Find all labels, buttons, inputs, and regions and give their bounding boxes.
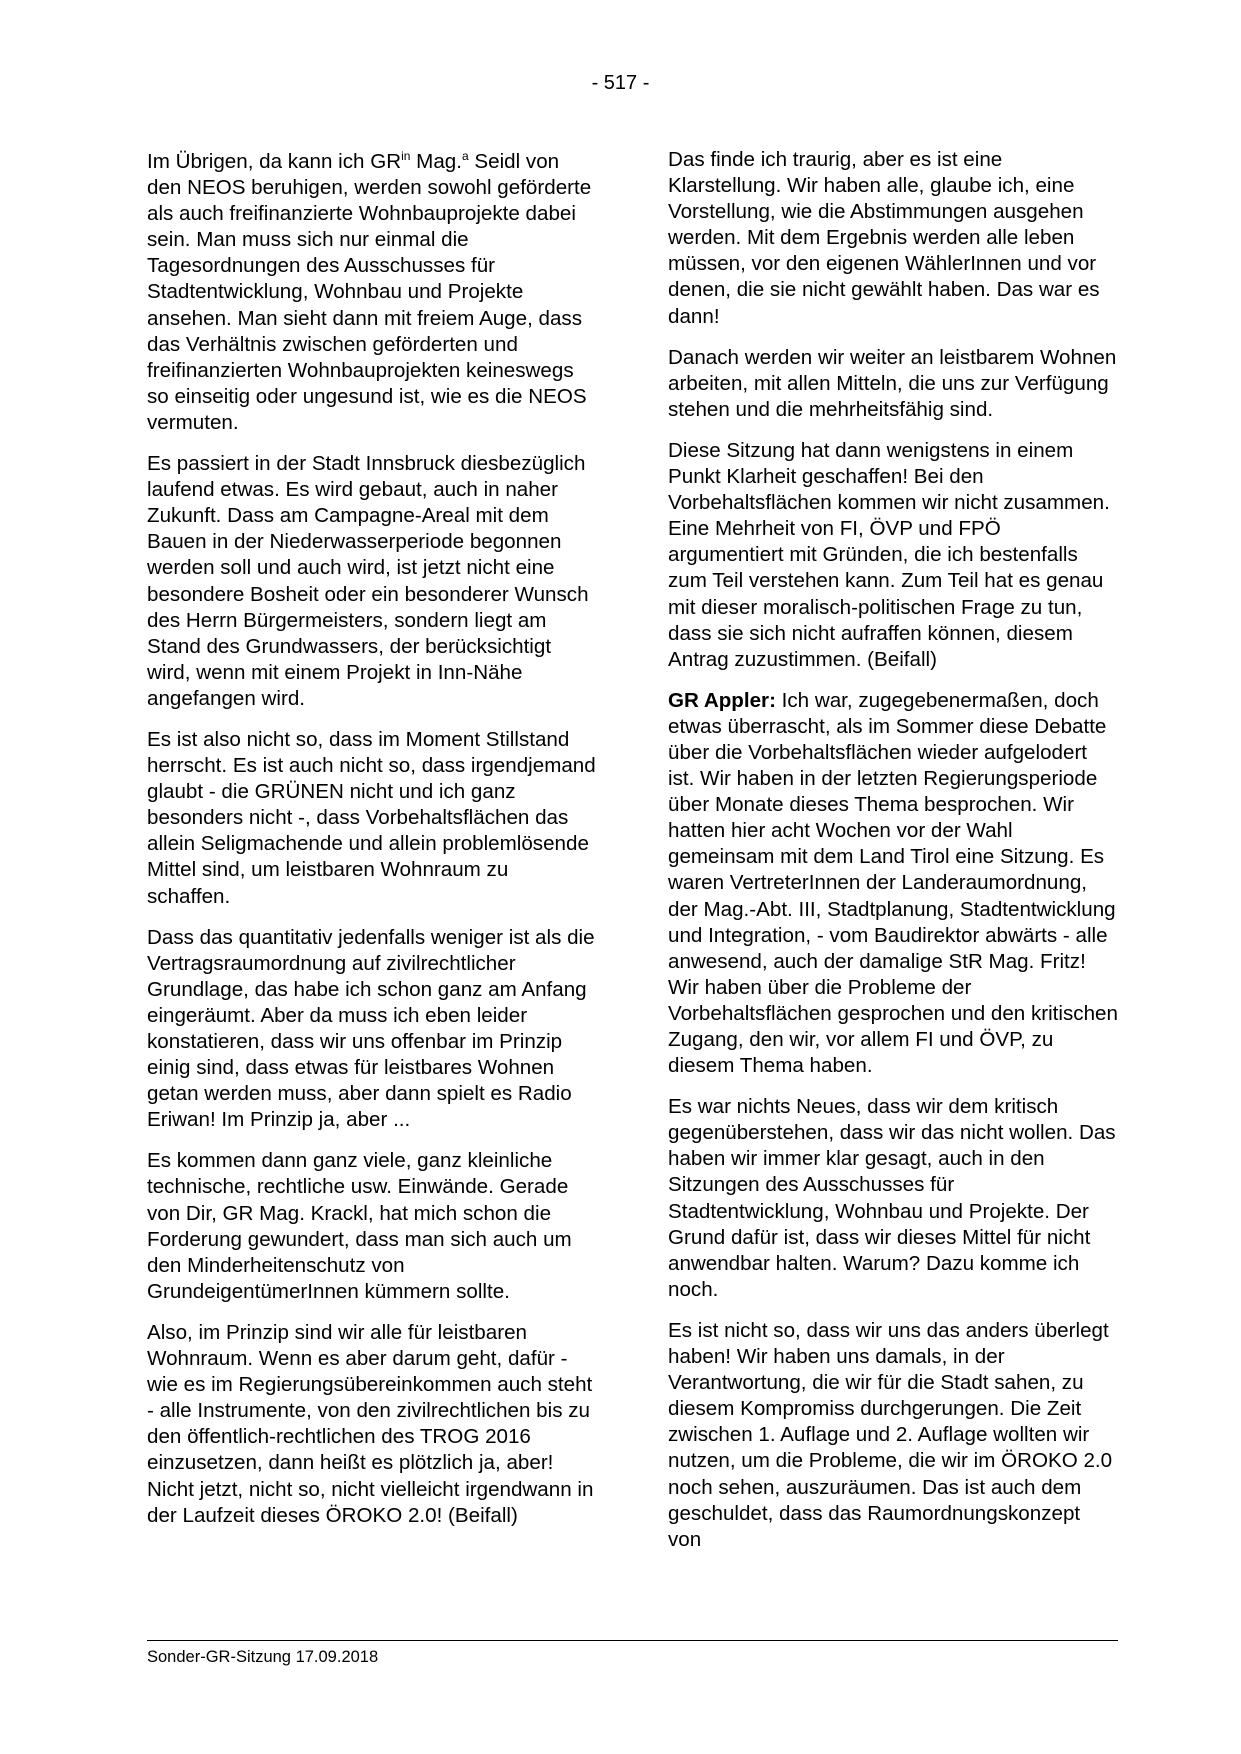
paragraph: Es war nichts Neues, dass wir dem kritisch gegenüberstehen, dass wir das nicht wollen. Das haben wir immer klar gesagt, auch in den Sitzungen des Ausschusses für Stadtentwicklung, Wohnbau und Projekte. Der Grund dafür ist, dass wir dieses Mittel für nicht anwendbar halten. Warum? Dazu komme ich noch. bbox=[668, 1095, 1116, 1301]
right-column bbox=[668, 147, 1118, 1568]
paragraph: Im Übrigen, da kann ich $GR^{in}$ Mag.$^a$ Seidl von den NEOS beruhigen, werden sowohl geförderte als auch freifinanzierte Wohnbauprojekte dabei sein. Man muss sich nur einmal die Tagesordnungen des Ausschusses für Stadtentwicklung, Wohnbau und Projekte ansehen. Man sieht dann mit freiem Auge, dass das Verhältnis zwischen geförderten und freifinanzierten Wohnbauprojekten keineswegs so einseitig oder ungesund ist, wie es die NEOS vermuten. bbox=[147, 149, 592, 434]
paragraph: Diese Sitzung hat dann wenigstens in einem Punkt Klarheit geschaffen! Bei den Vorbehaltsflächen kommen wir nicht zusammen. Eine Mehrheit von FI, ÖVP und FPÖ argumentiert mit Gründen, die ich bestenfalls zum Teil verstehen kann. Zum Teil hat es genau mit dieser moralisch-politischen Frage zu tun, dass sie sich nicht aufraffen können, diesem Antrag zuzustimmen. (Beifall) bbox=[668, 438, 1110, 671]
paragraph: Es passiert in der Stadt Innsbruck diesbezüglich laufend etwas. Es wird gebaut, auch in naher Zukunft. Dass am Campagne-Areal mit dem Bauen in der Niederwasserperiode begonnen werden soll und auch wird, ist jetzt nicht eine besondere Bosheit oder ein besonderer Wunsch des Herrn Bürgermeisters, sondern liegt am Stand des Grundwassers, der berücksichtigt wird, wenn mit einem Projekt in Inn-Nähe angefangen wird. bbox=[147, 452, 589, 710]
paragraph: Es ist also nicht so, dass im Moment Stillstand herrscht. Es ist auch nicht so, dass irgendjemand glaubt - die GRÜNEN nicht und ich ganz besonders nicht -, dass Vorbehaltsflächen das allein Seligmachende und allein problemlösende Mittel sind, um leistbaren Wohnraum zu schaffen. bbox=[147, 727, 596, 908]
paragraph: Danach werden wir weiter an leistbarem Wohnen arbeiten, mit allen Mitteln, die uns zur Verfügung stehen und die mehrheitsfähig sind. bbox=[668, 345, 1117, 421]
speaker-name: GR Appler: bbox=[668, 688, 776, 712]
paragraph: Das finde ich traurig, aber es ist eine Klarstellung. Wir haben alle, glaube ich, eine Vorstellung, wie die Abstimmungen ausgehen werden. Mit dem Ergebnis werden alle leben müssen, vor den eigenen WählerInnen und vor denen, die sie nicht gewählt haben. Das war es dann! bbox=[668, 148, 1100, 328]
footer-divider bbox=[147, 1640, 1118, 1641]
left-column bbox=[147, 149, 597, 1544]
page-number: - 517 - bbox=[591, 72, 650, 94]
paragraph: Dass das quantitativ jedenfalls weniger ist als die Vertragsraumordnung auf zivilrechtlicher Grundlage, das habe ich schon ganz am Anfang eingeräumt. Aber da muss ich eben leider konstatieren, dass wir uns offenbar im Prinzip einig sind, dass etwas für leistbares Wohnen getan werden muss, aber dann spielt es Radio Eriwan! Im Prinzip ja, aber ... bbox=[147, 925, 595, 1132]
paragraph: Es kommen dann ganz viele, ganz kleinliche technische, rechtliche usw. Einwände. Gerade von Dir, GR Mag. Krackl, hat mich schon die Forderung gewundert, dass man sich auch um den Minderheitenschutz von GrundeigentümerInnen kümmern sollte. bbox=[147, 1149, 572, 1303]
paragraph: Also, im Prinzip sind wir alle für leistbaren Wohnraum. Wenn es aber darum geht, dafür - wie es im Regierungsübereinkommen auch steht - alle Instrumente, von den zivilrechtlichen bis zu den öffentlich-rechtlichen des TROG 2016 einzusetzen, dann heißt es plötzlich ja, aber! Nicht jetzt, nicht so, nicht vielleicht irgendwann in der Laufzeit dieses ÖROKO 2.0! (Beifall) bbox=[147, 1320, 594, 1527]
paragraph: GR Appler: Ich war, zugegebenermaßen, doch etwas überrascht, als im Sommer diese Debatte über die Vorbehaltsflächen wieder aufgelodert ist. Wir haben in der letzten Regierungsperiode über Monate dieses Thema besprochen. Wir hatten hier acht Wochen vor der Wahl gemeinsam mit dem Land Tirol eine Sitzung. Es waren VertreterInnen der Landeraumordnung, der Mag.-Abt. III, Stadtplanung, Stadtentwicklung und Integration, - vom Baudirektor abwärts - alle anwesend, auch der damalige StR Mag. Fritz! Wir haben über die Probleme der Vorbehaltsflächen gesprochen und den kritischen Zugang, den wir, vor allem FI und ÖVP, zu diesem Thema haben. bbox=[668, 688, 1118, 1078]
paragraph: Es ist nicht so, dass wir uns das anders überlegt haben! Wir haben uns damals, in der Verantwortung, die wir für die Stadt sahen, zu diesem Kompromiss durchgerungen. Die Zeit zwischen 1. Auflage und 2. Auflage wollten wir nutzen, um die Probleme, die wir im ÖROKO 2.0 noch sehen, auszuräumen. Das ist auch dem geschuldet, dass das Raumordnungskonzept von bbox=[668, 1318, 1113, 1551]
footer-text: Sonder-GR-Sitzung 17.09.2018 bbox=[147, 1648, 379, 1666]
